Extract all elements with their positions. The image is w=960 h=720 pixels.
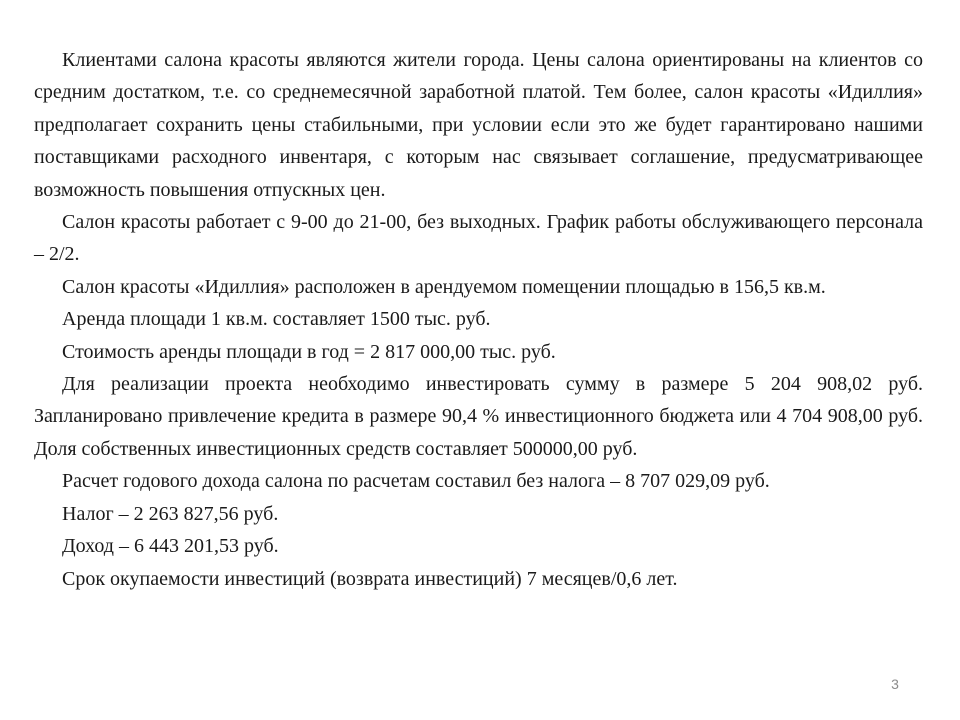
paragraph-annual-income: Расчет годового дохода салона по расчетам составил без налога – 8 707 029,09 руб. — [62, 470, 770, 493]
paragraph-clients: Клиентами салона красоты являются жители города. Цены салона ориентированы на клиентов со средним достатком, т.е. со среднемесячной заработной платой. Тем более, салон красоты «Идиллия» предполагает сохранить цены стабильными, при условии если это же будет гарантировано нашими поставщиками расходного инвентаря, с которым нас связывает соглашение, предусматривающее возможность повышения отпускных цен. — [34, 49, 923, 201]
paragraph-location: Салон красоты «Идиллия» расположен в арендуемом помещении площадью в 156,5 кв.м. — [62, 275, 826, 298]
document-body — [34, 44, 923, 595]
paragraph-rent-per-year: Стоимость аренды площади в год = 2 817 000,00 тыс. руб. — [62, 340, 556, 363]
paragraph-tax: Налог – 2 263 827,56 руб. — [62, 502, 279, 525]
paragraph-schedule: Салон красоты работает с 9-00 до 21-00, без выходных. График работы обслуживающего персонала – 2/2. — [34, 211, 923, 266]
paragraph-investment: Для реализации проекта необходимо инвестировать сумму в размере 5 204 908,02 руб. Запланировано привлечение кредита в размере 90,4 % инвестиционного бюджета или 4 704 908,00 руб. Доля собственных инвестиционных средств составляет 500000,00 руб. — [34, 373, 923, 460]
paragraph-payback: Срок окупаемости инвестиций (возврата инвестиций) 7 месяцев/0,6 лет. — [62, 567, 678, 590]
paragraph-rent-per-sqm: Аренда площади 1 кв.м. составляет 1500 тыс. руб. — [62, 308, 491, 331]
paragraph-net-income: Доход – 6 443 201,53 руб. — [62, 535, 279, 558]
page-number: 3 — [891, 676, 899, 692]
